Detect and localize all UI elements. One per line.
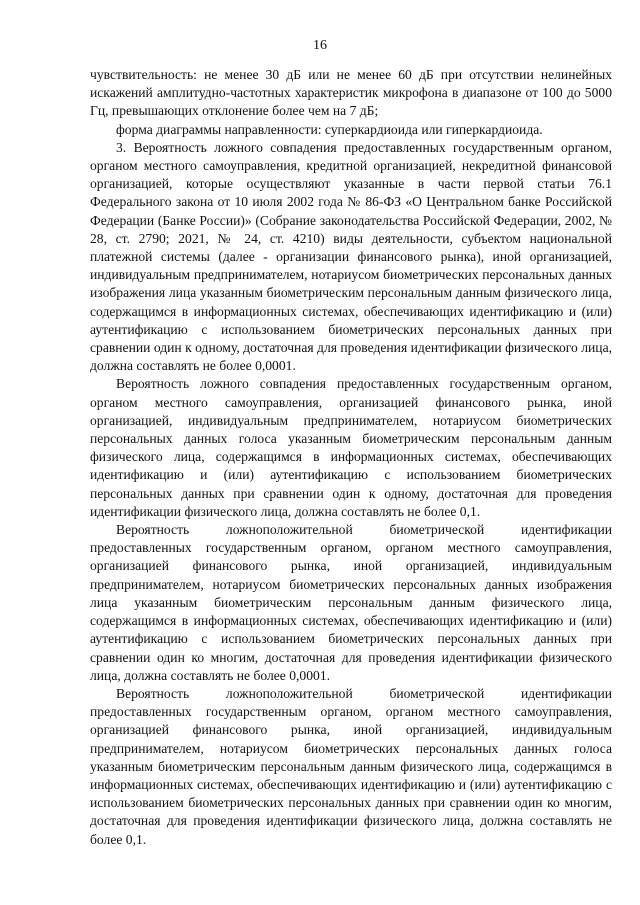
page-number: 16	[313, 38, 327, 53]
paragraph-microphone-sensitivity: чувствительность: не менее 30 дБ или не менее 60 дБ при отсутствии нелинейных искажений амплитудно-частотных характеристик микрофона в диапазоне от 100 до 5000 Гц, превышающих отклонение более чем на 7 дБ;	[90, 67, 612, 119]
paragraph-face-false-match-one-to-one: 3. Вероятность ложного совпадения предоставленных государственным органом, органом местного самоуправления, кредитной организацией, некредитной финансовой организацией, которые осуществляют указанные в части первой статьи 76.1 Федерального закона от 10 июля 2002 года № 86-ФЗ «О Центральном банке Российской Федерации (Банке России)» (Собрание законодательства Российской Федерации, 2002, № 28, ст. 2790; 2021, № 24, ст. 4210) виды деятельности, субъектом национальной платежной системы (далее - организации финансового рынка), иной организацией, индивидуальным предпринимателем, нотариусом биометрических персональных данных изображения лица указанным биометрическим персональным данным физического лица, содержащимся в информационных системах, обеспечивающих идентификацию и (или) аутентификацию с использованием биометрических персональных данных при сравнении один к одному, достаточная для проведения идентификации физического лица, должна составлять не более 0,0001.	[90, 139, 612, 374]
paragraph-voice-false-match-one-to-one: Вероятность ложного совпадения предоставленных государственным органом, органом местного самоуправления, организацией финансового рынка, иной организацией, индивидуальным предпринимателем, нотариусом биометрических персональных данных голоса указанным биометрическим персональным данным физического лица, содержащимся в информационных системах, обеспечивающих идентификацию и (или) аутентификацию с использованием биометрических персональных данных при сравнении один к одному, достаточная для проведения идентификации физического лица, должна составлять не более 0,1.	[90, 376, 612, 519]
paragraph-face-false-positive-one-to-many: Вероятность ложноположительной биометрической идентификации предоставленных государственным органом, органом местного самоуправления, организацией финансового рынка, иной организацией, индивидуальным предпринимателем, нотариусом биометрических персональных данных изображения лица указанным биометрическим персональным данным физического лица, содержащимся в информационных системах, обеспечивающих идентификацию и (или) аутентификацию с использованием биометрических персональных данных при сравнении один ко многим, достаточная для проведения идентификации физического лица, должна составлять не более 0,0001.	[90, 522, 612, 683]
paragraph-voice-false-positive-one-to-many: Вероятность ложноположительной биометрической идентификации предоставленных государственным органом, органом местного самоуправления, организацией финансового рынка, иной организацией, индивидуальным предпринимателем, нотариусом биометрических персональных данных голоса указанным биометрическим персональным данным физического лица, содержащимся в информационных системах, обеспечивающих идентификацию и (или) аутентификацию с использованием биометрических персональных данных при сравнении один ко многим, достаточная для проведения идентификации физического лица, должна составлять не более 0,1.	[90, 685, 612, 847]
paragraph-directivity-pattern: форма диаграммы направленности: суперкардиоида или гиперкардиоида.	[116, 121, 543, 137]
document-body	[90, 66, 612, 849]
